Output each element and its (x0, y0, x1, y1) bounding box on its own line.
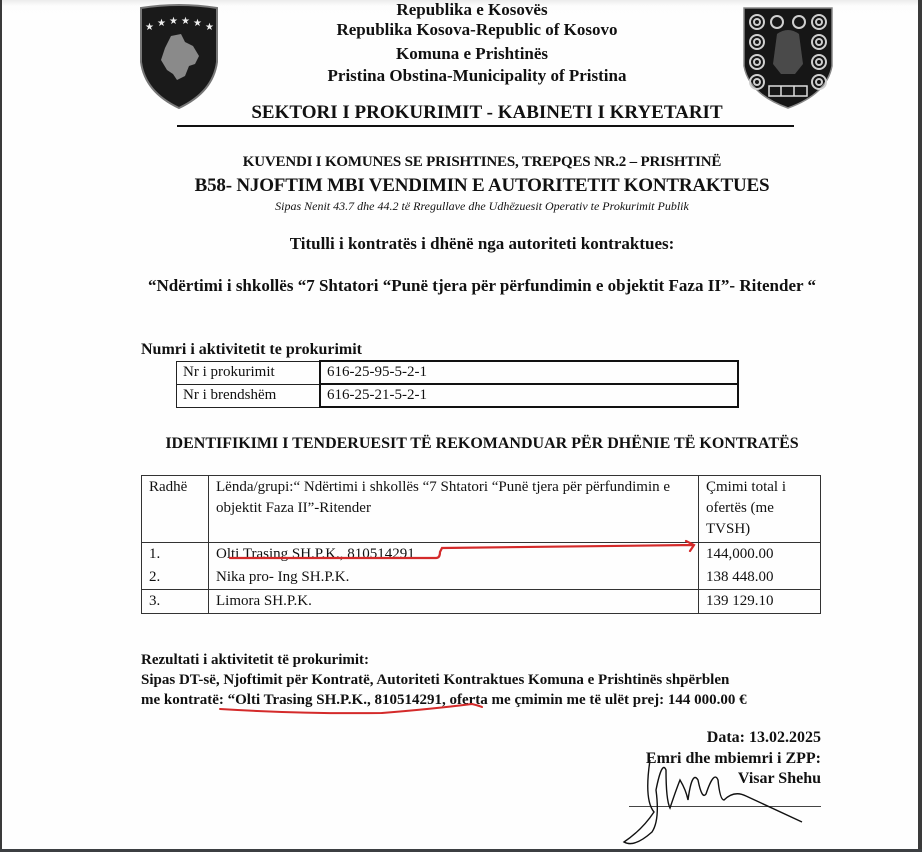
result-section (141, 650, 841, 710)
header-divider (177, 125, 794, 127)
notice-title: B58- NJOFTIM MBI VENDIMIN E AUTORITETIT KONTRAKTUES (194, 175, 770, 196)
rank-cell: 2. (142, 566, 209, 590)
result-prefix: me kontratë: (141, 692, 228, 708)
winner-name: “Olti Trasing SH.P.K., 810514291 (227, 692, 442, 708)
sector-heading: SEKTORI I PROKURIMIT - KABINETI I KRYETARIT (251, 102, 723, 123)
table-row (142, 543, 821, 567)
annotation-overlay (2, 0, 922, 852)
pristina-coat-of-arms-icon (741, 4, 835, 110)
table-row (142, 566, 821, 590)
table-row (142, 590, 821, 614)
result-line-2 (141, 690, 841, 710)
header-line-3: Komuna e Prishtinës (395, 44, 549, 63)
tenderer-name-cell: Olti Trasing SH.P.K., 810514291 (209, 543, 699, 567)
procurement-number-label-cell: Nr i prokurimit (177, 361, 321, 384)
rank-cell: 3. (142, 590, 209, 614)
svg-text:★: ★ (157, 18, 166, 29)
procurement-number-value: 616-25-95-5-2-1 (320, 361, 738, 384)
signature-line (629, 806, 821, 807)
tenderer-name-cell: Limora SH.P.K. (209, 590, 699, 614)
result-line-1: Sipas DT-së, Njoftimit për Kontratë, Autoriteti Kontraktues Komuna e Prishtinës shpërblen (141, 672, 730, 688)
signature-date: Data: 13.02.2025 (706, 729, 821, 746)
table-header-row (142, 476, 821, 543)
notice-subtitle: Sipas Nenit 43.7 dhe 44.2 të Rregullave dhe Udhëzuesit Operativ te Prokurimit Publik (275, 199, 689, 213)
assembly-address: KUVENDI I KOMUNES SE PRISHTINES, TREPQES NR.2 – PRISHTINË (242, 154, 722, 170)
price-cell: 138 448.00 (699, 566, 821, 590)
tenderers-table (141, 475, 821, 614)
column-header-price: Çmimi total i ofertës (me TVSH) (699, 476, 821, 543)
table-row (177, 384, 739, 407)
contract-title-label: Titulli i kontratës i dhënë nga autoriteti kontraktues: (289, 234, 675, 253)
tenderer-heading: IDENTIFIKIMI I TENDERUESIT TË REKOMANDUAR PËR DHËNIE TË KONTRATËS (165, 435, 799, 452)
procurement-number-table (176, 360, 739, 408)
table-row (177, 361, 739, 384)
tenderer-name-cell: Nika pro- Ing SH.P.K. (209, 566, 699, 590)
rank-cell: 1. (142, 543, 209, 567)
result-label: Rezultati i aktivitetit të prokurimit: (141, 652, 370, 668)
kosovo-coat-of-arms-icon (137, 4, 221, 110)
svg-text:★: ★ (145, 22, 154, 33)
procurement-number-label: Numri i aktivitetit te prokurimit (141, 341, 363, 358)
column-header-lot: Lënda/grupi:“ Ndërtimi i shkollës “7 Shtatori “Punë tjera për përfundimin e objektit Faza II”-Ritender (209, 476, 699, 543)
signature-role: Emri dhe mbiemri i ZPP: (645, 750, 821, 767)
svg-text:★: ★ (193, 18, 202, 29)
internal-number-value: 616-25-21-5-2-1 (320, 384, 738, 407)
internal-number-label-cell: Nr i brendshëm (177, 384, 321, 407)
document-page (2, 0, 918, 849)
price-cell: 144,000.00 (699, 543, 821, 567)
header-line-4: Pristina Obstina-Municipality of Pristina (327, 66, 627, 85)
viewer-edge-right (918, 0, 922, 852)
signatory-name: Visar Shehu (737, 770, 821, 787)
column-header-rank: Radhë (142, 476, 209, 543)
header-line-2: Republika Kosova-Republic of Kosovo (336, 20, 618, 39)
svg-text:★: ★ (169, 16, 178, 27)
result-suffix: , oferta me çmimin me të ulët prej: 144 000.00 € (441, 692, 747, 708)
header-line-1: Republika e Kosovës (396, 0, 548, 19)
svg-text:★: ★ (205, 22, 214, 33)
svg-text:★: ★ (181, 16, 190, 27)
price-cell: 139 129.10 (699, 590, 821, 614)
contract-title: “Ndërtimi i shkollës “7 Shtatori “Punë tjera për përfundimin e objektit Faza II”- Ritender “ (148, 276, 816, 295)
